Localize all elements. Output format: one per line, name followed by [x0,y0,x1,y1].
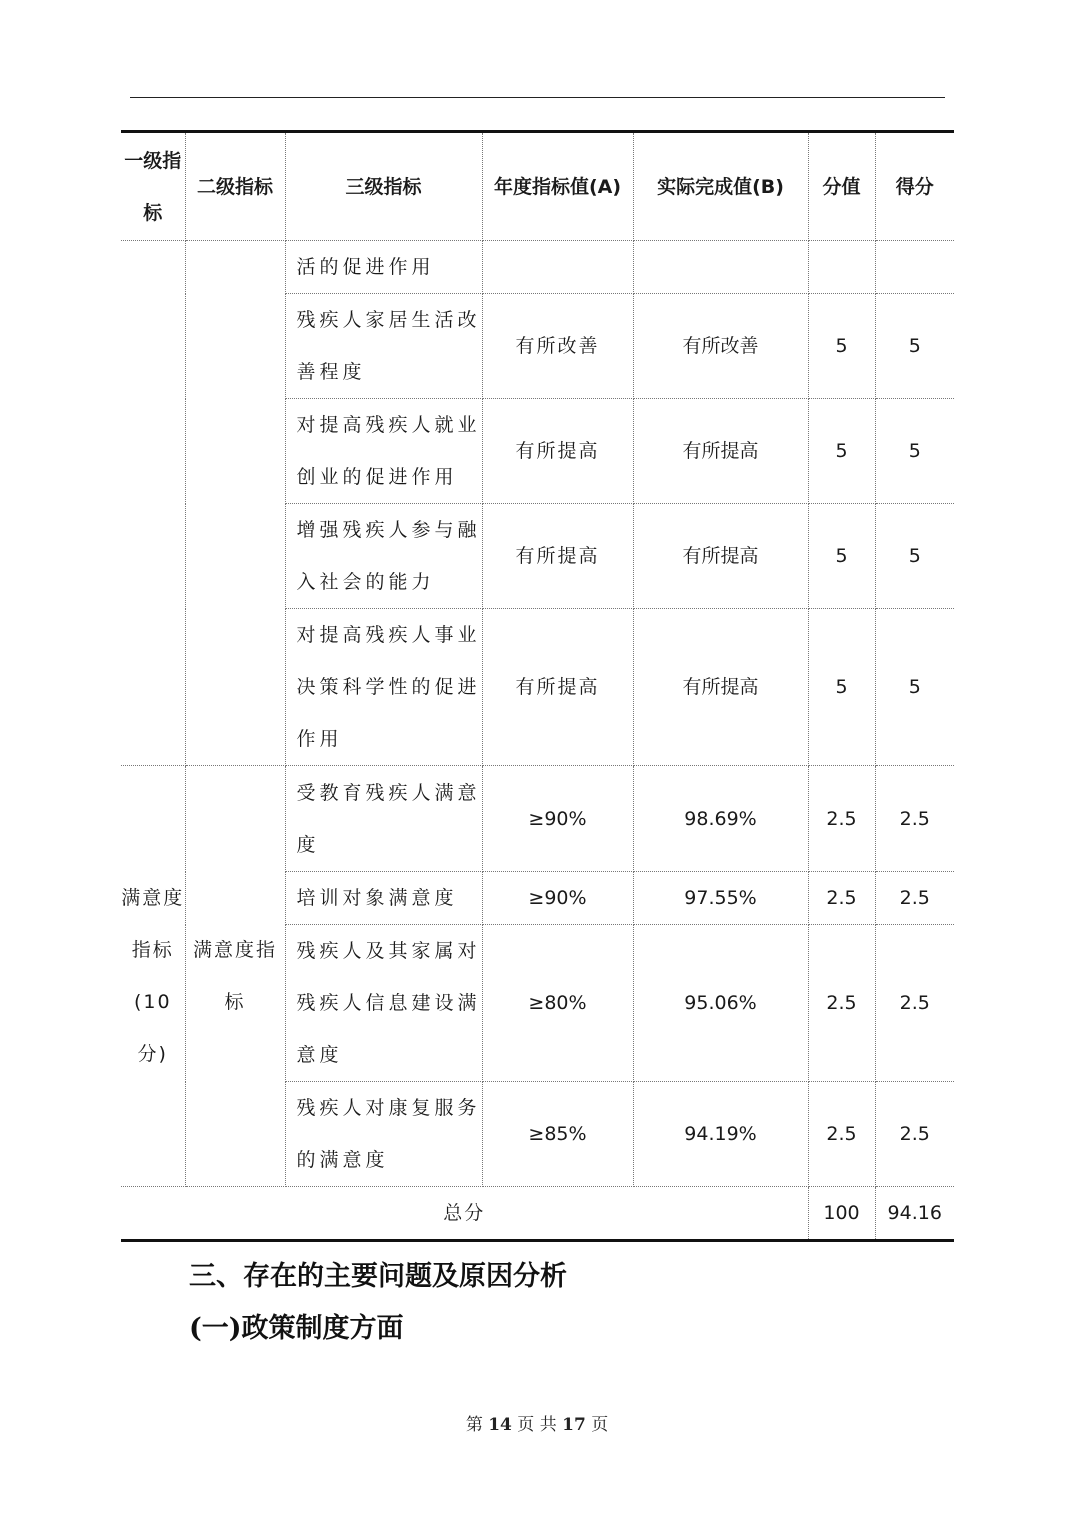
annual-target: ≥90% [482,872,633,925]
section-heading: 三、存在的主要问题及原因分析 [189,1261,567,1292]
header-level3: 三级指标 [285,132,482,241]
level2-cell-benefit [185,241,285,766]
level1-cell-benefit [121,241,185,766]
level3-indicator: 对提高残疾人就业创业的促进作用 [285,399,482,504]
footer-suffix: 页 [591,1415,609,1435]
footer-page-number: 14 [488,1415,512,1435]
annual-target: ≥80% [482,925,633,1082]
actual-value: 有所改善 [633,294,808,399]
score-value: 2.5 [808,766,875,872]
annual-target: 有所提高 [482,609,633,766]
page-footer [0,1410,1074,1435]
total-label: 总分 [121,1187,808,1241]
annual-target [482,241,633,294]
annual-target: 有所提高 [482,504,633,609]
score-got: 5 [875,294,954,399]
score-got: 2.5 [875,872,954,925]
header-score-got: 得分 [875,132,954,241]
level3-indicator: 培训对象满意度 [285,872,482,925]
actual-value: 有所提高 [633,609,808,766]
actual-value: 95.06% [633,925,808,1082]
performance-table [121,130,954,1242]
footer-prefix: 第 [465,1415,483,1435]
subsection-heading: (一)政策制度方面 [189,1313,404,1344]
actual-value: 94.19% [633,1082,808,1187]
table-row [121,241,954,294]
annual-target: 有所提高 [482,399,633,504]
header-level1: 一级指标 [121,132,185,241]
total-score: 94.16 [875,1187,954,1241]
score-got [875,241,954,294]
score-value: 2.5 [808,1082,875,1187]
header-annual-target: 年度指标值(A) [482,132,633,241]
header-actual-value: 实际完成值(B) [633,132,808,241]
actual-value: 有所提高 [633,399,808,504]
score-value: 5 [808,399,875,504]
score-value: 2.5 [808,872,875,925]
score-value: 2.5 [808,925,875,1082]
level3-indicator: 残疾人及其家属对残疾人信息建设满意度 [285,925,482,1082]
actual-value: 有所提高 [633,504,808,609]
annual-target: ≥85% [482,1082,633,1187]
header-rule [130,97,945,98]
score-value: 5 [808,504,875,609]
actual-value: 98.69% [633,766,808,872]
level3-indicator: 对提高残疾人事业决策科学性的促进作用 [285,609,482,766]
score-value [808,241,875,294]
level3-indicator: 残疾人家居生活改善程度 [285,294,482,399]
score-got: 5 [875,609,954,766]
total-row [121,1187,954,1241]
level3-indicator: 残疾人对康复服务的满意度 [285,1082,482,1187]
table-row [121,766,954,872]
footer-mid: 页 共 [517,1415,557,1435]
level3-indicator: 增强残疾人参与融入社会的能力 [285,504,482,609]
footer-total-pages: 17 [562,1415,586,1435]
table-header-row [121,132,954,241]
actual-value [633,241,808,294]
actual-value: 97.55% [633,872,808,925]
score-got: 2.5 [875,766,954,872]
level3-indicator: 受教育残疾人满意度 [285,766,482,872]
score-got: 2.5 [875,925,954,1082]
score-value: 5 [808,609,875,766]
total-points: 100 [808,1187,875,1241]
header-level2: 二级指标 [185,132,285,241]
score-got: 5 [875,399,954,504]
score-got: 5 [875,504,954,609]
level1-satisfaction: 满意度指标(10分) [121,766,185,1187]
level2-satisfaction: 满意度指标 [185,766,285,1187]
header-score-value: 分值 [808,132,875,241]
annual-target: ≥90% [482,766,633,872]
annual-target: 有所改善 [482,294,633,399]
score-got: 2.5 [875,1082,954,1187]
score-value: 5 [808,294,875,399]
level3-indicator: 活的促进作用 [285,241,482,294]
